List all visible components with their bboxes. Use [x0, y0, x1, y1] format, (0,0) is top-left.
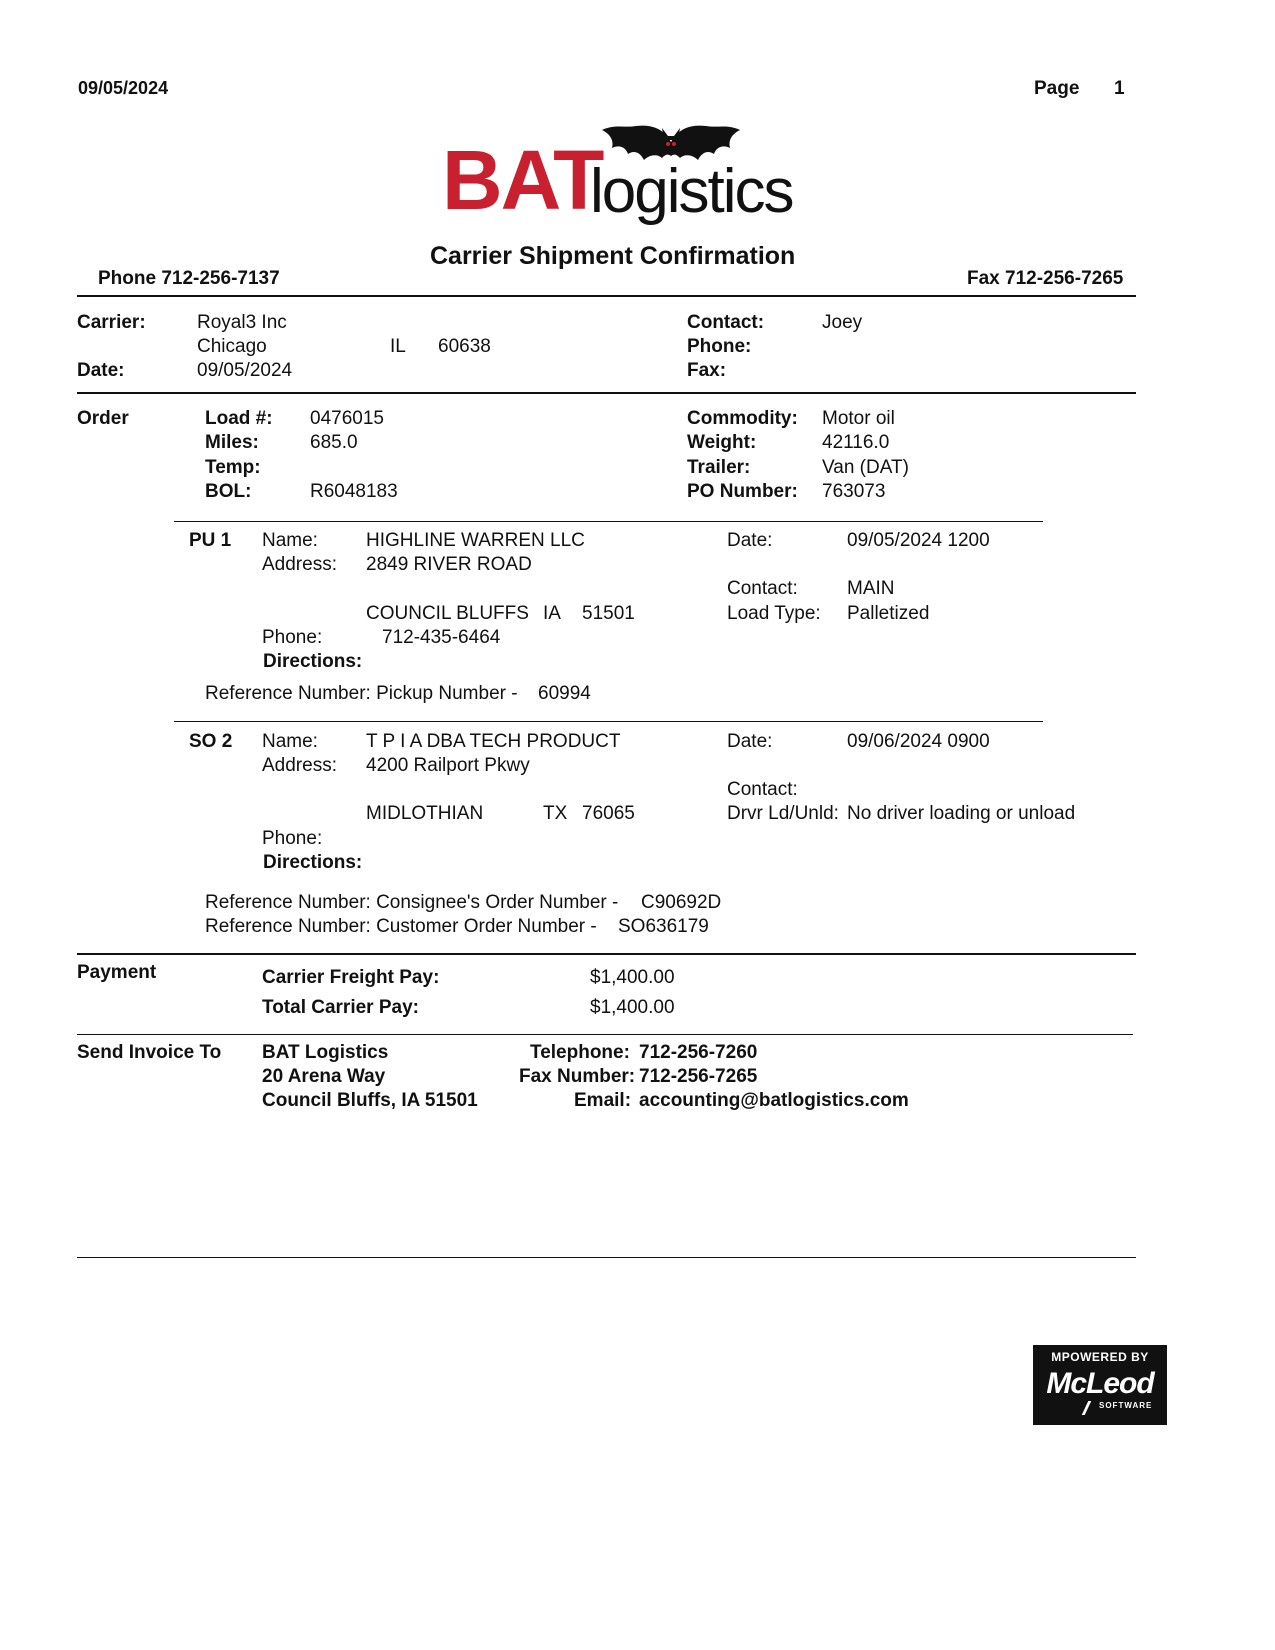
stop-name-label: Name: [262, 731, 318, 752]
stop-address-label: Address: [262, 755, 337, 776]
software-text: SOFTWARE [1099, 1401, 1153, 1410]
header-phone: Phone 712-256-7137 [98, 268, 280, 289]
stop-state: TX [543, 803, 568, 824]
company-logo [442, 122, 802, 227]
divider [77, 295, 1136, 297]
contact-label: Contact: [687, 312, 765, 333]
stop-city: MIDLOTHIAN [366, 803, 484, 824]
pickup-stop-label: PU 1 [189, 530, 232, 551]
pickup-contact-label: Contact: [727, 578, 798, 599]
carrier-city: Chicago [197, 336, 267, 357]
payment-section-label: Payment [77, 962, 157, 983]
miles-label: Miles: [205, 432, 259, 453]
pickup-contact: MAIN [847, 578, 895, 599]
pickup-state: IA [543, 603, 561, 624]
stop-directions-label: Directions: [263, 852, 363, 873]
stop-contact-label: Contact: [727, 779, 798, 800]
powered-by-text: MPOWERED BY [1051, 1350, 1149, 1364]
pickup-city: COUNCIL BLUFFS [366, 603, 529, 624]
divider [174, 721, 1043, 722]
pickup-phone-label: Phone: [262, 627, 323, 648]
pickup-zip: 51501 [582, 603, 635, 624]
stop-phone-label: Phone: [262, 828, 323, 849]
carrier-zip: 60638 [438, 336, 491, 357]
pickup-address-label: Address: [262, 554, 337, 575]
total-pay-value: $1,400.00 [590, 997, 675, 1018]
bol-value: R6048183 [310, 481, 398, 502]
stop-date-label: Date: [727, 731, 773, 752]
order-section-label: Order [77, 408, 129, 429]
po-value: 763073 [822, 481, 886, 502]
pickup-date-label: Date: [727, 530, 773, 551]
mcleod-slash-icon [1082, 1401, 1092, 1415]
commodity-label: Commodity: [687, 408, 798, 429]
carrier-date-label: Date: [77, 360, 125, 381]
load-value: 0476015 [310, 408, 384, 429]
po-label: PO Number: [687, 481, 798, 502]
invoice-city: Council Bluffs, IA 51501 [262, 1090, 478, 1111]
stop-reference-2-label: Reference Number: Customer Order Number - [205, 916, 597, 937]
weight-value: 42116.0 [822, 432, 890, 453]
pickup-phone: 712-435-6464 [382, 627, 501, 648]
pickup-name-label: Name: [262, 530, 318, 551]
temp-label: Temp: [205, 457, 261, 478]
trailer-label: Trailer: [687, 457, 751, 478]
load-label: Load #: [205, 408, 273, 429]
carrier-fax-label: Fax: [687, 360, 727, 381]
pickup-reference-value: 60994 [538, 683, 591, 704]
divider [174, 521, 1043, 522]
invoice-email-label: Email: [574, 1090, 632, 1111]
invoice-fax-label: Fax Number: [519, 1066, 636, 1087]
pickup-date: 09/05/2024 1200 [847, 530, 990, 551]
invoice-telephone: 712-256-7260 [639, 1042, 758, 1063]
stop-zip: 76065 [582, 803, 635, 824]
carrier-state: IL [390, 336, 406, 357]
invoice-section-label: Send Invoice To [77, 1042, 222, 1063]
carrier-label: Carrier: [77, 312, 146, 333]
logo-logistics-text: logistics [590, 157, 793, 226]
pickup-load-type: Palletized [847, 603, 930, 624]
header-fax: Fax 712-256-7265 [967, 268, 1124, 289]
page-label: Page [1034, 78, 1080, 99]
freight-pay-label: Carrier Freight Pay: [262, 967, 440, 988]
stop-reference-1-value: C90692D [641, 892, 722, 913]
miles-value: 685.0 [310, 432, 358, 453]
stop-address: 4200 Railport Pkwy [366, 755, 530, 776]
invoice-telephone-label: Telephone: [530, 1042, 630, 1063]
pickup-address: 2849 RIVER ROAD [366, 554, 532, 575]
stop-reference-2-value: SO636179 [618, 916, 709, 937]
stop-date: 09/06/2024 0900 [847, 731, 990, 752]
invoice-street: 20 Arena Way [262, 1066, 386, 1087]
page-number: 1 [1114, 78, 1125, 99]
invoice-company: BAT Logistics [262, 1042, 389, 1063]
freight-pay-value: $1,400.00 [590, 967, 675, 988]
divider [77, 953, 1136, 955]
pickup-directions-label: Directions: [263, 651, 363, 672]
stop-drvr-label: Drvr Ld/Unld: [727, 803, 839, 824]
divider [77, 392, 1136, 394]
pickup-reference-label: Reference Number: Pickup Number - [205, 683, 518, 704]
invoice-fax: 712-256-7265 [639, 1066, 758, 1087]
stop-name: T P I A DBA TECH PRODUCT [366, 731, 621, 752]
carrier-name: Royal3 Inc [197, 312, 287, 333]
bol-label: BOL: [205, 481, 252, 502]
mcleod-text: McLeod [1046, 1367, 1154, 1400]
stop-label: SO 2 [189, 731, 233, 752]
trailer-value: Van (DAT) [822, 457, 909, 478]
divider [77, 1257, 1136, 1258]
stop-reference-1-label: Reference Number: Consignee's Order Number - [205, 892, 619, 913]
carrier-phone-label: Phone: [687, 336, 752, 357]
contact-value: Joey [822, 312, 863, 333]
weight-label: Weight: [687, 432, 757, 453]
logo-bat-text: BAT [442, 133, 603, 227]
divider [77, 1034, 1133, 1035]
document-title: Carrier Shipment Confirmation [430, 242, 796, 270]
mcleod-badge [1033, 1345, 1167, 1425]
pickup-name: HIGHLINE WARREN LLC [366, 530, 585, 551]
print-date: 09/05/2024 [78, 78, 169, 98]
pickup-load-type-label: Load Type: [727, 603, 821, 624]
carrier-date: 09/05/2024 [197, 360, 293, 381]
commodity-value: Motor oil [822, 408, 895, 429]
total-pay-label: Total Carrier Pay: [262, 997, 419, 1018]
invoice-email: accounting@batlogistics.com [639, 1090, 909, 1111]
stop-drvr-value: No driver loading or unload [847, 803, 1076, 824]
